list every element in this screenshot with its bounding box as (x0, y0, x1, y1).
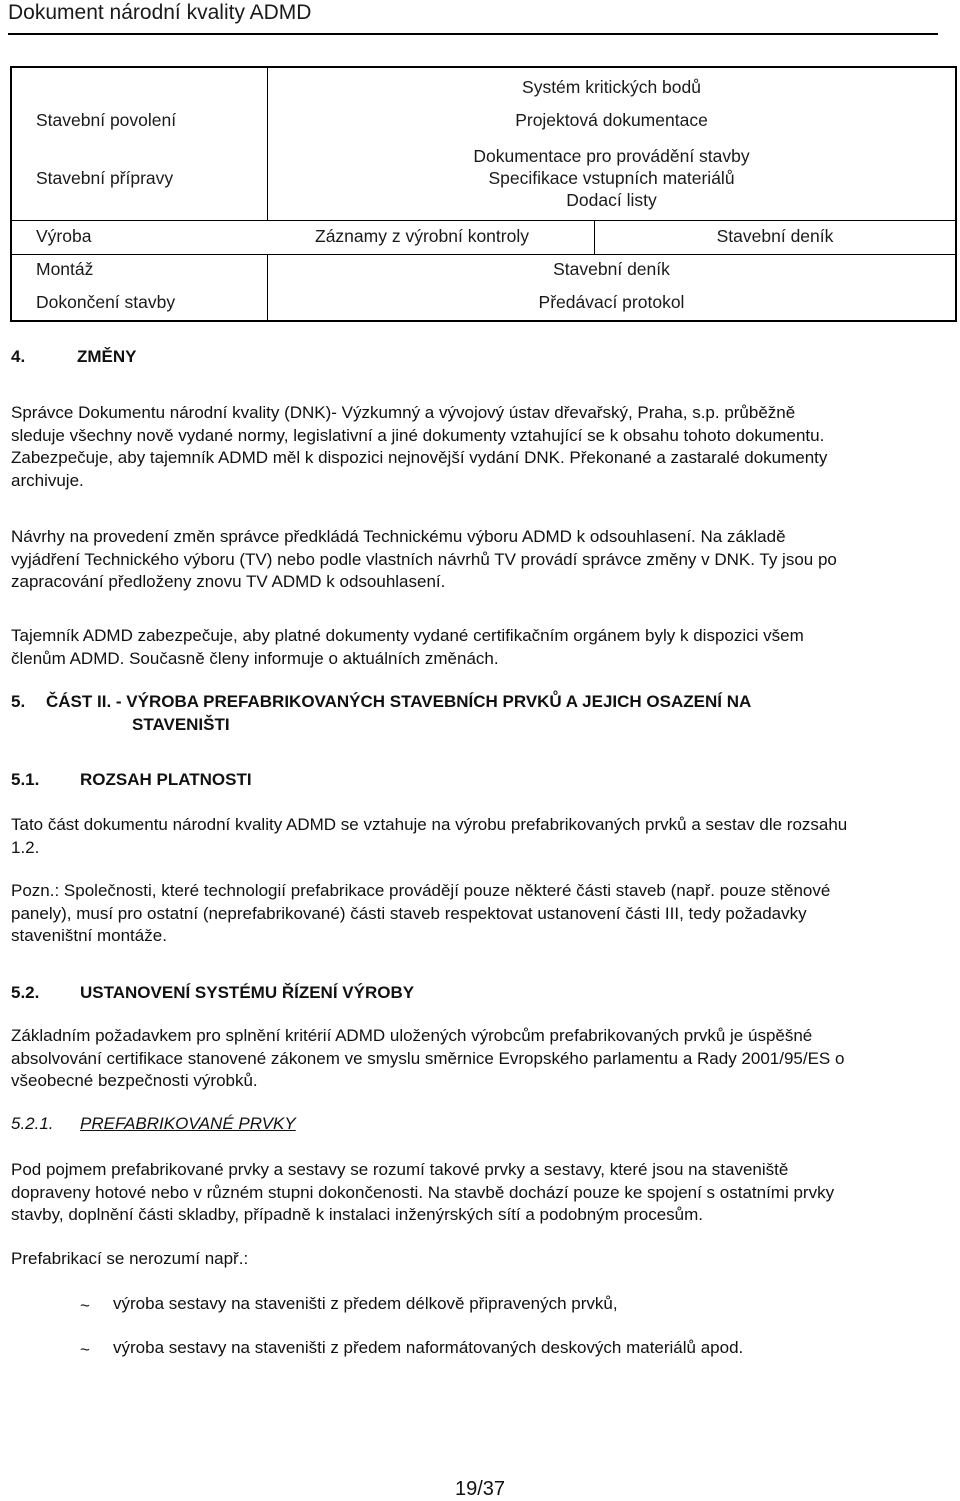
list-item: výroba sestavy na staveništi z předem naformátovaných deskových materiálů apod. (113, 1338, 744, 1357)
text-line: Základním požadavkem pro splnění kritérií ADMD uložených výrobcům prefabrikovaných prvků je úspěšné (11, 1026, 813, 1045)
table-border-left (10, 66, 12, 322)
bullet-symbol: ~ (80, 1296, 90, 1315)
section-heading: ZMĚNY (77, 347, 137, 366)
table-cell: Specifikace vstupních materiálů (488, 168, 735, 188)
text-line: Pod pojmem prefabrikované prvky a sestavy se rozumí takové prvky a sestavy, které jsou na staveniště (11, 1160, 789, 1179)
text-line: Návrhy na provedení změn správce předkládá Technickému výboru ADMD k odsouhlasení. Na základě (11, 527, 786, 546)
table-cell: Stavební povolení (36, 110, 177, 130)
table-cell: Záznamy z výrobní kontroly (315, 226, 529, 246)
table-border-right (955, 66, 957, 322)
text-line: Zabezpečuje, aby tajemník ADMD měl k dispozici nejnovější vydání DNK. Překonané a zastaralé dokumenty (11, 448, 828, 467)
process-documentation-table (10, 66, 957, 322)
text-line: vyjádření Technického výboru (TV) nebo podle vlastních návrhů TV provádí správce změny v DNK. Ty jsou po (11, 549, 837, 569)
text-line: dopraveny hotové nebo v různém stupni dokončenosti. Na stavbě dochází pouze ke spojení s ostatními prvky (11, 1182, 835, 1202)
table-cell: Dokumentace pro provádění stavby (473, 146, 750, 166)
text-line: Tato část dokumentu národní kvality ADMD se vztahuje na výrobu prefabrikovaných prvků a sestav dle rozsahu (11, 815, 848, 834)
text-line: absolvování certifikace stanovené zákonem ve smyslu směrnice Evropského parlamentu a Rady 2001/95/ES o (11, 1048, 845, 1068)
section-heading: STAVENIŠTI (132, 715, 230, 734)
text-line: staveništní montáže. (11, 926, 167, 945)
text-line: archivuje. (11, 470, 84, 490)
page-number: 19/37 (454, 1478, 506, 1500)
section-heading: USTANOVENÍ SYSTÉMU ŘÍZENÍ VÝROBY (80, 983, 415, 1002)
text-line: Tajemník ADMD zabezpečuje, aby platné dokumenty vydané certifikačním orgánem byly k dispozici všem (11, 626, 804, 645)
text-line: Správce Dokumentu národní kvality (DNK)- Výzkumný a vývojový ústav dřevařský, Praha, s.p. průběžně (11, 403, 796, 422)
table-border-bottom (10, 320, 957, 322)
paragraph (11, 814, 956, 859)
header-divider (8, 33, 938, 35)
text-line: 1.2. (11, 837, 40, 857)
text-line: panely), musí pro ostatní (neprefabrikované) části staveb respektovat ustanovení části III, tedy požadavky (11, 903, 807, 923)
text-line: stavby, doplnění části skladby, případně k instalaci inženýrských sítí a podobným procesům. (11, 1205, 703, 1224)
table-cell: Systém kritických bodů (522, 77, 701, 97)
paragraph: Prefabrikací se nerozumí např.: (11, 1249, 249, 1268)
section-number: 5. (11, 692, 26, 711)
table-cell: Projektová dokumentace (515, 110, 708, 130)
table-cell: Výroba (36, 226, 92, 246)
text-line: sleduje všechny nově vydané normy, legislativní a jiné dokumenty vztahující se k obsahu tohoto dokumentu. (11, 425, 825, 445)
table-cell: Předávací protokol (538, 292, 685, 312)
table-cell: Stavební přípravy (36, 168, 174, 188)
section-heading: ČÁST II. - VÝROBA PREFABRIKOVANÝCH STAVEBNÍCH PRVKŮ A JEJICH OSAZENÍ NA (46, 692, 752, 711)
table-cell: Montáž (36, 259, 94, 279)
text-line: všeobecné bezpečnosti výrobků. (11, 1071, 258, 1090)
section-heading: PREFABRIKOVANÉ PRVKY (80, 1114, 296, 1133)
table-row-divider (10, 254, 957, 255)
list-item: výroba sestavy na staveništi z předem délkově připravených prvků, (113, 1294, 618, 1313)
document-header-title: Dokument národní kvality ADMD (8, 1, 312, 24)
section-heading: ROZSAH PLATNOSTI (80, 770, 252, 789)
table-border-top (10, 66, 957, 68)
section-number: 5.1. (11, 770, 40, 789)
section-number: 4. (11, 347, 26, 366)
paragraph (11, 625, 956, 670)
section-number: 5.2.1. (11, 1114, 54, 1133)
paragraph (11, 402, 956, 492)
table-cell: Dokončení stavby (36, 292, 176, 312)
bullet-symbol: ~ (80, 1340, 90, 1359)
table-row-divider (10, 220, 957, 221)
paragraph (11, 1025, 956, 1093)
table-cell: Stavební deník (553, 259, 670, 279)
text-line: členům ADMD. Současně členy informuje o aktuálních změnách. (11, 648, 499, 668)
table-cell: Stavební deník (716, 226, 834, 246)
paragraph (11, 526, 956, 594)
text-line: Pozn.: Společnosti, které technologií prefabrikace provádějí pouze některé části staveb (např. pouze stěnové (11, 881, 831, 900)
paragraph (11, 880, 956, 948)
text-line: zapracování předloženy znovu TV ADMD k odsouhlasení. (11, 572, 446, 591)
paragraph (11, 1159, 956, 1227)
table-cell: Dodací listy (566, 190, 657, 210)
section-number: 5.2. (11, 983, 40, 1002)
